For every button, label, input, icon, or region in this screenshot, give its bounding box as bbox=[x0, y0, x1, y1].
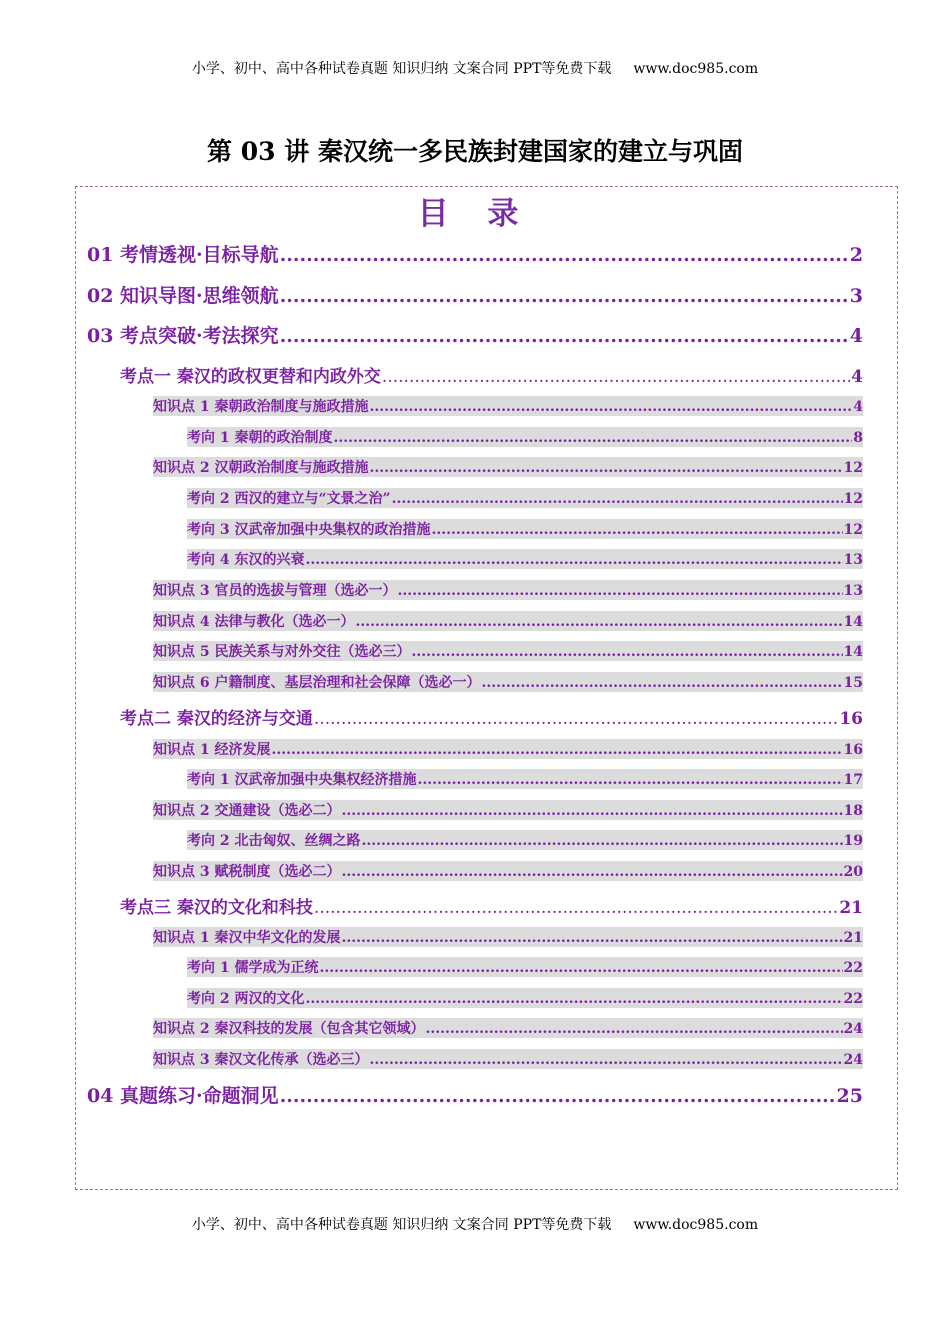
footer-site-link[interactable]: www.doc985.com bbox=[633, 1217, 759, 1233]
toc-entry[interactable] bbox=[120, 704, 863, 729]
toc-entry-label: 考向 1 秦朝的政治制度 bbox=[187, 430, 333, 446]
toc-entry-page: 4 bbox=[853, 399, 863, 415]
toc-leader bbox=[382, 367, 850, 387]
toc-entry[interactable] bbox=[120, 362, 863, 387]
toc-entry-page: 17 bbox=[843, 772, 863, 788]
toc-entry-label: 考向 3 汉武帝加强中央集权的政治措施 bbox=[187, 522, 431, 538]
toc-entry-page: 21 bbox=[843, 930, 863, 946]
header-site-link[interactable]: www.doc985.com bbox=[633, 61, 759, 77]
toc-leader bbox=[342, 803, 843, 819]
toc-leader bbox=[334, 430, 853, 446]
toc-entry[interactable] bbox=[153, 611, 863, 631]
toc-entry[interactable] bbox=[153, 457, 863, 477]
toc-leader bbox=[426, 1021, 843, 1037]
page-footer bbox=[0, 1214, 950, 1234]
toc-leader bbox=[306, 552, 843, 568]
toc-entry-label: 知识点 3 秦汉文化传承（选必三） bbox=[153, 1052, 369, 1068]
toc-entry[interactable] bbox=[187, 549, 863, 569]
toc-leader bbox=[392, 491, 843, 507]
toc-entry-label: 考向 2 西汉的建立与“文景之治” bbox=[187, 491, 391, 507]
toc-entry-label: 知识点 2 交通建设（选必二） bbox=[153, 803, 341, 819]
toc-entry-label: 知识点 1 秦汉中华文化的发展 bbox=[153, 930, 341, 946]
toc-entry[interactable] bbox=[153, 861, 863, 881]
toc-heading: 目 录 bbox=[417, 196, 533, 232]
toc-entry-page: 2 bbox=[849, 244, 863, 266]
toc-entry-label: 考点二 秦汉的经济与交通 bbox=[120, 709, 313, 729]
toc-entry-label: 考向 2 北击匈奴、丝绸之路 bbox=[187, 833, 361, 849]
toc-entry[interactable] bbox=[87, 1081, 863, 1108]
toc-entry-page: 12 bbox=[843, 522, 863, 538]
toc-leader bbox=[432, 522, 843, 538]
toc-entry-page: 22 bbox=[843, 960, 863, 976]
toc-leader bbox=[320, 960, 843, 976]
toc-entry[interactable] bbox=[187, 769, 863, 789]
toc-entry-label: 考向 4 东汉的兴衰 bbox=[187, 552, 305, 568]
toc-entry-page: 12 bbox=[843, 460, 863, 476]
toc-entry[interactable] bbox=[153, 1018, 863, 1038]
toc-entry-label: 知识点 1 秦朝政治制度与施政措施 bbox=[153, 399, 369, 415]
toc-entry[interactable] bbox=[153, 580, 863, 600]
toc-entry-label: 考向 2 两汉的文化 bbox=[187, 991, 305, 1007]
toc-leader bbox=[280, 325, 849, 347]
toc-leader bbox=[370, 460, 843, 476]
toc-entry[interactable] bbox=[153, 641, 863, 661]
toc-entry-page: 4 bbox=[849, 325, 863, 347]
toc-leader bbox=[370, 399, 853, 415]
toc-leader bbox=[280, 1085, 836, 1107]
toc-entry-page: 13 bbox=[843, 552, 863, 568]
toc-entry-label: 知识点 3 官员的选拔与管理（选必一） bbox=[153, 583, 397, 599]
header-text: 小学、初中、高中各种试卷真题 知识归纳 文案合同 PPT等免费下载 bbox=[191, 61, 612, 77]
toc-leader bbox=[280, 285, 849, 307]
toc-entry-label: 知识点 1 经济发展 bbox=[153, 742, 271, 758]
toc-entry[interactable] bbox=[87, 321, 863, 348]
toc-leader bbox=[412, 644, 843, 660]
toc-entry-label: 考点三 秦汉的文化和科技 bbox=[120, 898, 313, 918]
toc-entry-label: 知识点 3 赋税制度（选必二） bbox=[153, 864, 341, 880]
toc-entry[interactable] bbox=[187, 488, 863, 508]
toc-entry-page: 24 bbox=[843, 1052, 863, 1068]
toc-entry-page: 12 bbox=[843, 491, 863, 507]
toc-entry[interactable] bbox=[120, 893, 863, 918]
toc-entry[interactable] bbox=[153, 739, 863, 759]
toc-entry-label: 知识点 5 民族关系与对外交往（选必三） bbox=[153, 644, 411, 660]
toc-entry[interactable] bbox=[87, 281, 863, 308]
page-title: 第 03 讲 秦汉统一多民族封建国家的建立与巩固 bbox=[207, 137, 743, 166]
toc-entry-page: 4 bbox=[851, 367, 863, 387]
toc-entry-label: 01 考情透视·目标导航 bbox=[87, 244, 279, 266]
toc-leader bbox=[370, 1052, 843, 1068]
toc-entry-label: 考向 1 汉武帝加强中央集权经济措施 bbox=[187, 772, 417, 788]
toc-entry-label: 考向 1 儒学成为正统 bbox=[187, 960, 319, 976]
toc-entry[interactable] bbox=[153, 927, 863, 947]
toc-entry-page: 24 bbox=[843, 1021, 863, 1037]
toc-leader bbox=[314, 709, 838, 729]
toc-entry[interactable] bbox=[87, 240, 863, 267]
toc-leader bbox=[398, 583, 843, 599]
toc-entry-page: 16 bbox=[843, 742, 863, 758]
toc-entry-page: 22 bbox=[843, 991, 863, 1007]
toc-entry[interactable] bbox=[153, 800, 863, 820]
toc-entry-label: 知识点 4 法律与教化（选必一） bbox=[153, 614, 355, 630]
toc-entry[interactable] bbox=[153, 396, 863, 416]
toc-entry[interactable] bbox=[153, 672, 863, 692]
toc-entry-page: 20 bbox=[843, 864, 863, 880]
toc-entry-page: 21 bbox=[839, 898, 863, 918]
toc-entry-label: 知识点 2 汉朝政治制度与施政措施 bbox=[153, 460, 369, 476]
toc-leader bbox=[280, 244, 849, 266]
toc-entry-label: 知识点 6 户籍制度、基层治理和社会保障（选必一） bbox=[153, 675, 481, 691]
toc-entry[interactable] bbox=[153, 1049, 863, 1069]
toc-entry[interactable] bbox=[187, 519, 863, 539]
toc-entry-page: 18 bbox=[843, 803, 863, 819]
footer-text: 小学、初中、高中各种试卷真题 知识归纳 文案合同 PPT等免费下载 bbox=[191, 1217, 612, 1233]
toc-leader bbox=[314, 898, 838, 918]
toc-leader bbox=[342, 864, 843, 880]
page-header bbox=[0, 58, 950, 78]
toc-entry-page: 25 bbox=[836, 1085, 863, 1107]
toc-entry-label: 02 知识导图·思维领航 bbox=[87, 285, 279, 307]
toc-entry-page: 15 bbox=[843, 675, 863, 691]
toc-entry-page: 3 bbox=[849, 285, 863, 307]
toc-entry-label: 考点一 秦汉的政权更替和内政外交 bbox=[120, 367, 381, 387]
toc-entry-page: 8 bbox=[853, 430, 863, 446]
toc-entry-page: 19 bbox=[843, 833, 863, 849]
toc-leader bbox=[418, 772, 843, 788]
toc-entry-label: 04 真题练习·命题洞见 bbox=[87, 1085, 279, 1107]
toc-entry-page: 14 bbox=[843, 644, 863, 660]
toc-leader bbox=[272, 742, 843, 758]
toc-leader bbox=[362, 833, 843, 849]
toc-leader bbox=[482, 675, 843, 691]
toc-entry-page: 13 bbox=[843, 583, 863, 599]
toc-entry-page: 14 bbox=[843, 614, 863, 630]
toc-entry-label: 知识点 2 秦汉科技的发展（包含其它领域） bbox=[153, 1021, 425, 1037]
toc-leader bbox=[356, 614, 843, 630]
toc-entry[interactable] bbox=[187, 427, 863, 447]
toc-entry-label: 03 考点突破·考法探究 bbox=[87, 325, 279, 347]
toc-entry[interactable] bbox=[187, 957, 863, 977]
toc-leader bbox=[342, 930, 843, 946]
toc-entry[interactable] bbox=[187, 988, 863, 1008]
toc-leader bbox=[306, 991, 843, 1007]
toc-entry-page: 16 bbox=[839, 709, 863, 729]
toc-entry[interactable] bbox=[187, 830, 863, 850]
